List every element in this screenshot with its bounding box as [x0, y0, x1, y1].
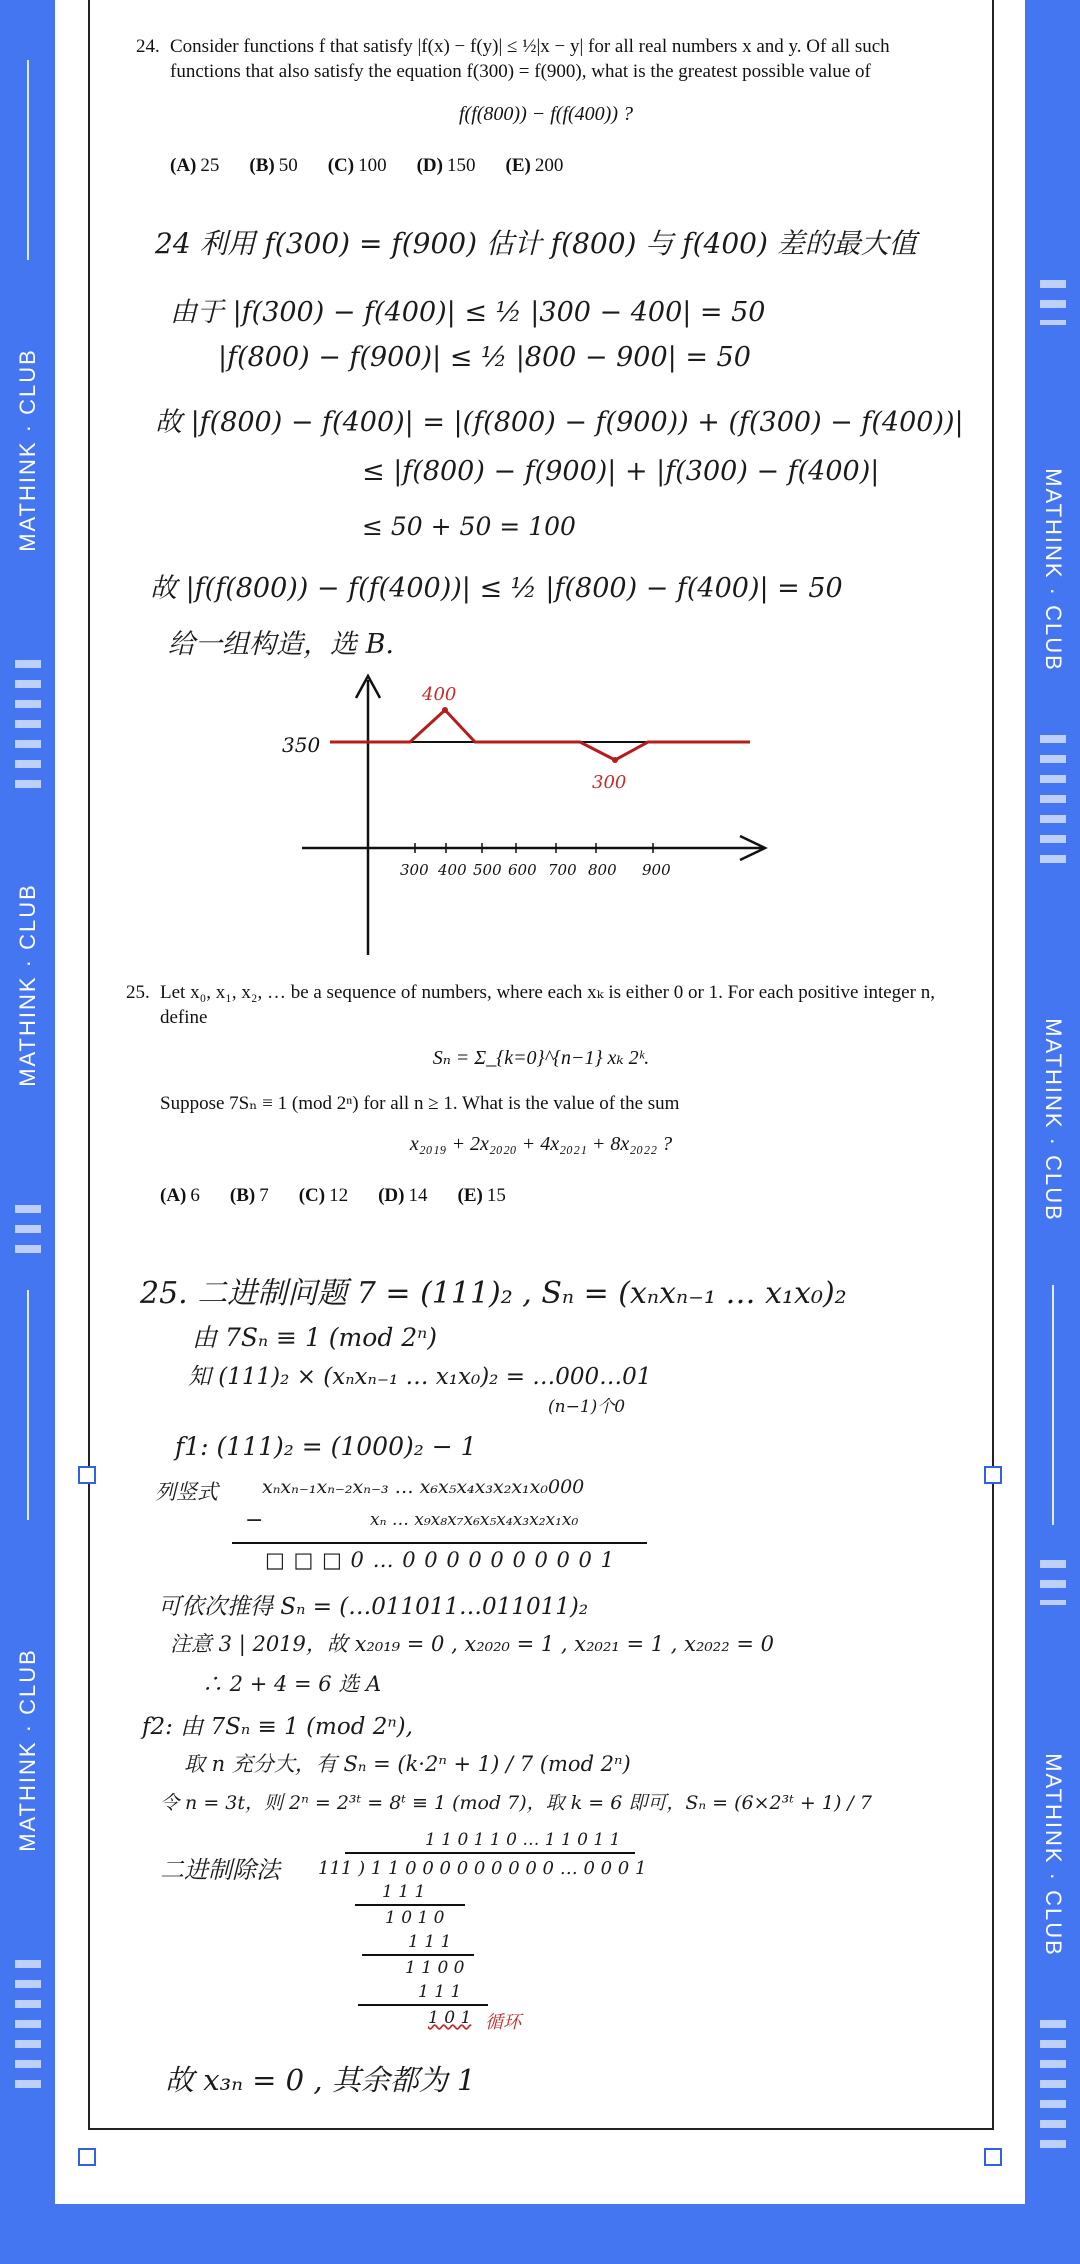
solution-line: 故 |f(800) − f(400)| = |(f(800) − f(900)) + (f(300) − f(400))|	[155, 407, 964, 438]
solution-line: 25. 二进制问题 7 = (111)₂ , Sₙ = (xₙxₙ₋₁ … x₁x₀)₂	[140, 1276, 847, 1311]
y-label-350: 350	[282, 733, 321, 757]
choice-d: (D) 150	[416, 155, 476, 176]
x-tick-label: 900	[642, 861, 671, 879]
band-stripes	[15, 1205, 41, 1255]
problem-number: 25.	[126, 982, 150, 1003]
division-bar	[345, 1852, 635, 1854]
choice-a: (A) 25	[170, 155, 220, 176]
problem-25	[126, 980, 956, 1208]
resize-handle-bottom-right[interactable]	[984, 2148, 1002, 2166]
band-label: MATHINK · CLUB	[1040, 468, 1066, 672]
band-stripes	[1040, 1560, 1066, 1605]
solution-line: □ □ □ 0 … 0 0 0 0 0 0 0 0 0 1	[265, 1548, 615, 1572]
solution-line: |f(800) − f(900)| ≤ ½ |800 − 900| = 50	[218, 342, 751, 373]
division-step: 1 1 1	[418, 1982, 462, 2002]
choice-b: (B) 7	[229, 1185, 269, 1206]
band-label: MATHINK · CLUB	[14, 883, 40, 1087]
band-stripes	[1040, 2020, 1066, 2155]
solution-line: 故 |f(f(800)) − f(f(400))| ≤ ½ |f(800) − f(400)| = 50	[150, 573, 843, 604]
subtraction-rule	[232, 1542, 647, 1544]
x-tick-label: 800	[588, 861, 617, 879]
solution-line: 注意 3 | 2019，故 x₂₀₁₉ = 0 , x₂₀₂₀ = 1 , x₂₀₂₁ = 1 , x₂₀₂₂ = 0	[170, 1632, 774, 1656]
band-divider	[27, 60, 29, 260]
solution-line: 给一组构造，选 B.	[168, 629, 395, 660]
division-step: 1 1 1	[382, 1882, 426, 1902]
solution-line: 知 (111)₂ × (xₙxₙ₋₁ … x₁x₀)₂ = …000…01	[188, 1364, 652, 1390]
choice-b: (B) 50	[249, 155, 298, 176]
division-step: 1 0 1 0	[385, 1908, 445, 1928]
band-stripes	[15, 1960, 41, 2100]
bottom-decorative-band	[0, 2204, 1080, 2264]
solution-line: 列竖式	[155, 1480, 218, 1504]
division-remainder: 1 0 1	[428, 2008, 472, 2028]
solution-line: 故 x₃ₙ = 0 , 其余都为 1	[165, 2063, 476, 2097]
solution-line: xₙ … x₉x₈x₇x₆x₅x₄x₃x₂x₁x₀	[370, 1510, 579, 1530]
function-curve	[330, 710, 750, 760]
problem-definition: Sₙ = Σ_{k=0}^{n−1} xₖ 2ᵏ.	[432, 1047, 650, 1069]
cycle-note: 循环	[485, 2012, 521, 2033]
solution-line: ≤ |f(800) − f(900)| + |f(300) − f(400)|	[362, 456, 880, 487]
x-tick-label: 500	[473, 861, 502, 879]
choice-c: (C) 100	[327, 155, 387, 176]
left-decorative-band	[0, 0, 55, 2264]
band-label: MATHINK · CLUB	[14, 348, 40, 552]
choice-a: (A) 6	[160, 1185, 200, 1206]
choice-d: (D) 14	[378, 1185, 428, 1206]
answer-choices	[160, 1183, 956, 1208]
solution-line: 由于 |f(300) − f(400)| ≤ ½ |300 − 400| = 50	[170, 297, 766, 328]
solution-line: 由 7Sₙ ≡ 1 (mod 2ⁿ)	[192, 1323, 438, 1352]
band-stripes	[1040, 280, 1066, 325]
problem-text: Consider functions f that satisfy |f(x) − f(y)| ≤ ½|x − y| for all real numbers x and y. Of all such functions that also satisfy the equation f(300) = f(900), what is the greatest possible value of	[170, 36, 890, 82]
choice-c: (C) 12	[298, 1185, 349, 1206]
right-decorative-band	[1025, 0, 1080, 2264]
solution-line: f2: 由 7Sₙ ≡ 1 (mod 2ⁿ),	[142, 1714, 413, 1740]
problem-condition: Suppose 7Sₙ ≡ 1 (mod 2ⁿ) for all n ≥ 1. What is the value of the sum	[160, 1093, 680, 1114]
solution-line: f1: (111)₂ = (1000)₂ − 1	[175, 1432, 477, 1461]
peak-point	[442, 707, 448, 713]
resize-handle-bottom-left[interactable]	[78, 2148, 96, 2166]
division-quotient: 1 1 0 1 1 0 … 1 1 0 1 1	[425, 1830, 621, 1850]
problem-24	[136, 34, 956, 178]
choice-e: (E) 15	[457, 1185, 506, 1206]
division-step: 1 1 0 0	[405, 1958, 465, 1978]
trough-label: 300	[592, 772, 627, 793]
band-label: MATHINK · CLUB	[1040, 1018, 1066, 1222]
solution-line: ≤ 50 + 50 = 100	[362, 512, 576, 541]
band-label: MATHINK · CLUB	[1040, 1753, 1066, 1957]
x-tick-label: 400	[438, 861, 467, 879]
resize-handle-right[interactable]	[984, 1466, 1002, 1484]
solution-line: 可依次推得 Sₙ = (…011011…011011)₂	[158, 1594, 589, 1620]
problem-expression: x₂₀₁₉ + 2x₂₀₂₀ + 4x₂₀₂₁ + 8x₂₀₂₂ ?	[409, 1133, 673, 1155]
division-step: 1 1 1	[408, 1932, 452, 1952]
division-dividend: 111 ) 1 1 0 0 0 0 0 0 0 0 0 … 0 0 0 1	[318, 1858, 647, 1879]
solution-line: 24 利用 f(300) = f(900) 估计 f(800) 与 f(400) 差的最大值	[155, 227, 917, 260]
solution-line: 令 n = 3t，则 2ⁿ = 2³ᵗ = 8ᵗ ≡ 1 (mod 7)，取 k = 6 即可，Sₙ = (6×2³ᵗ + 1) / 7	[160, 1792, 872, 1814]
problem-number: 24.	[136, 36, 160, 57]
division-rule	[355, 1904, 465, 1906]
choice-e: (E) 200	[505, 155, 564, 176]
peak-label: 400	[422, 684, 457, 705]
band-stripes	[1040, 735, 1066, 870]
band-stripes	[15, 660, 41, 800]
solution-line: 二进制除法	[160, 1856, 280, 1884]
band-label: MATHINK · CLUB	[14, 1648, 40, 1852]
x-tick-label: 600	[508, 861, 537, 879]
function-graph	[270, 660, 780, 960]
band-divider	[1052, 1285, 1054, 1525]
division-rule	[362, 1954, 474, 1956]
solution-line: 取 n 充分大，有 Sₙ = (k·2ⁿ + 1) / 7 (mod 2ⁿ)	[184, 1752, 631, 1776]
solution-line: ∴ 2 + 4 = 6 选 A	[202, 1672, 382, 1696]
problem-text: Let x₀, x₁, x₂, … be a sequence of numbers, where each xₖ is either 0 or 1. For each positive integer n, define	[160, 982, 935, 1028]
answer-choices	[170, 153, 956, 178]
x-tick-label: 300	[400, 861, 429, 879]
solution-line: (n−1)个0	[548, 1397, 626, 1417]
band-divider	[27, 1290, 29, 1520]
x-tick-label: 700	[548, 861, 577, 879]
trough-point	[612, 757, 618, 763]
division-rule	[358, 2004, 488, 2006]
resize-handle-left[interactable]	[78, 1466, 96, 1484]
solution-line: −	[245, 1508, 264, 1533]
solution-line: xₙxₙ₋₁xₙ₋₂xₙ₋₃ … x₆x₅x₄x₃x₂x₁x₀000	[262, 1476, 585, 1498]
problem-expression: f(f(800)) − f(f(400)) ?	[458, 103, 633, 125]
